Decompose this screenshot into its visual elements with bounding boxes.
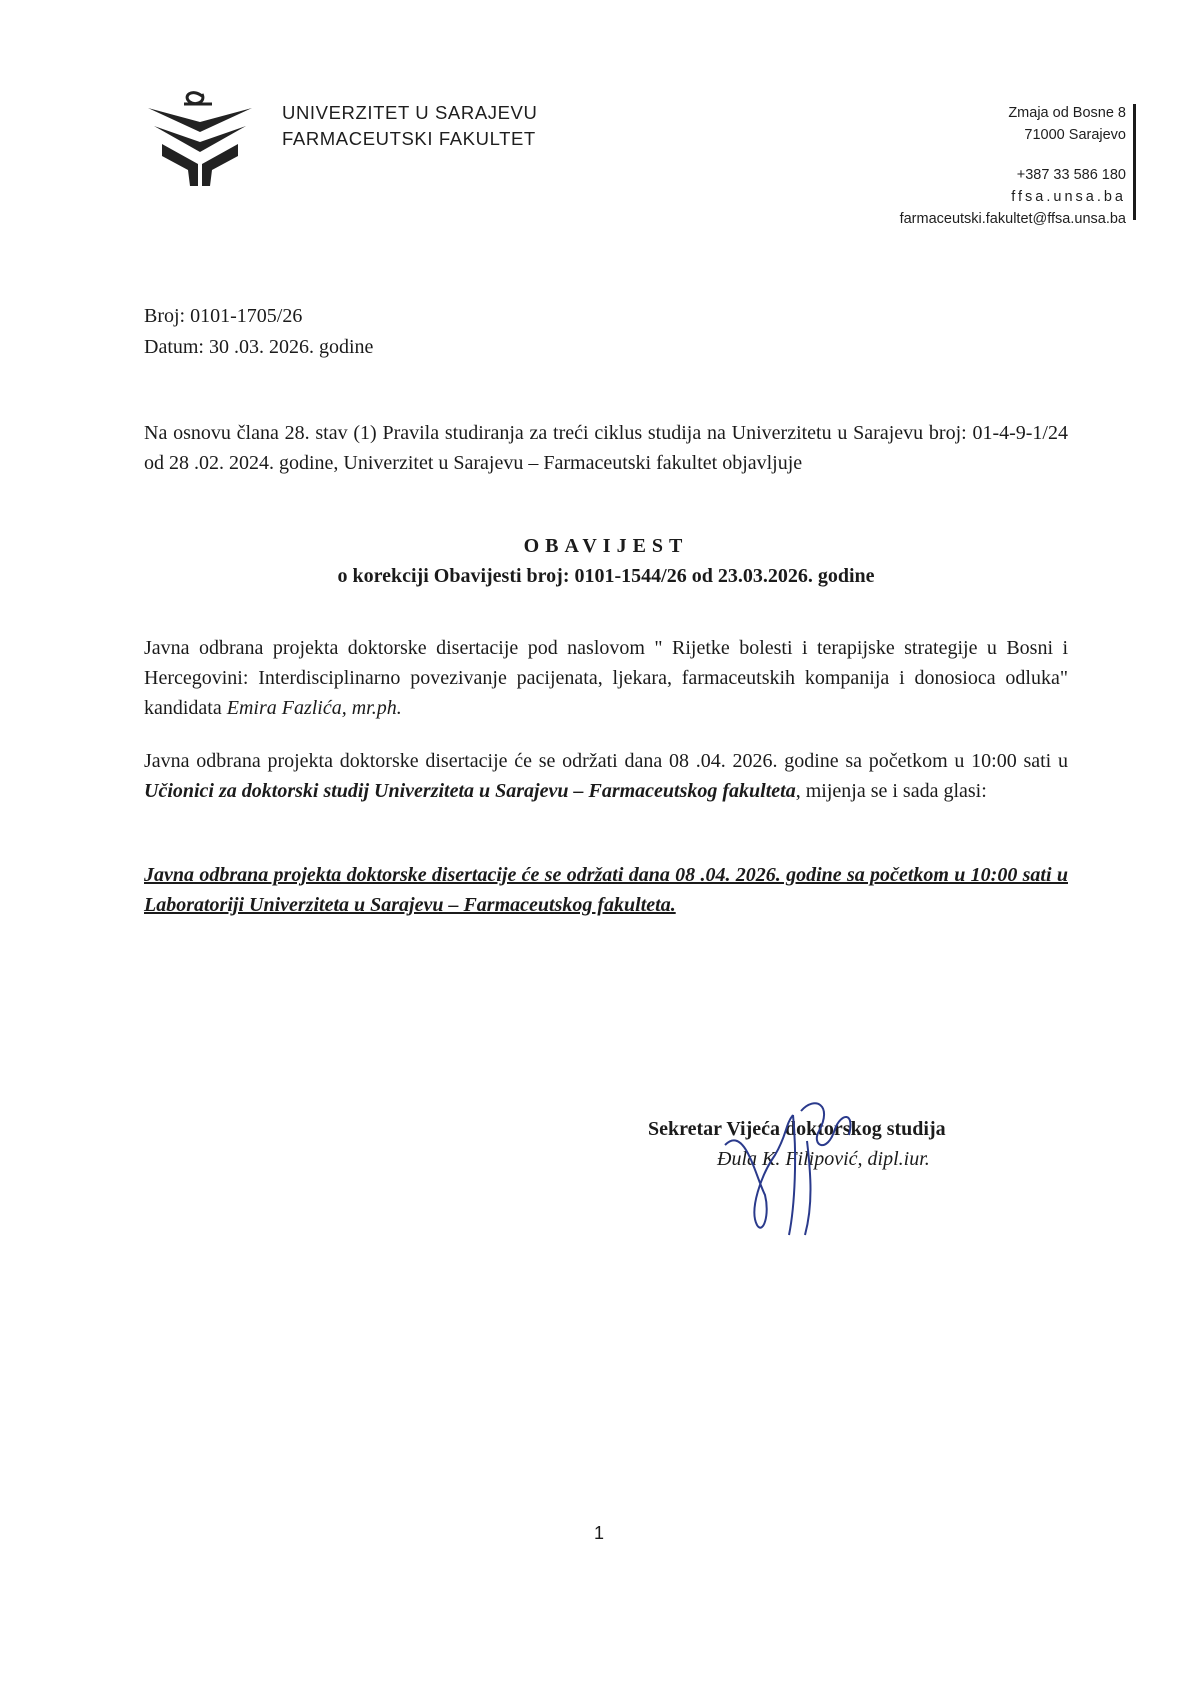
address-line: Zmaja od Bosne 8 [1008, 105, 1126, 121]
old-location: Učionici za doktorski studij Univerziteta u Sarajevu – Farmaceutskog fakulteta [144, 780, 796, 802]
reference-number: Broj: 0101-1705/26 [144, 305, 303, 327]
pharmacy-bowl-logo-icon [140, 82, 260, 192]
intro-paragraph: Na osnovu člana 28. stav (1) Pravila studiranja za treći ciklus studija na Univerzitetu u Sarajevu broj: 01-4-9-1/24 od 28 .02. 2024. godine, Univerzitet u Sarajevu – Farmaceutski fakultet objavljuje [144, 422, 1068, 474]
new-location-paragraph: Javna odbrana projekta doktorske disertacije će se održati dana 08 .04. 2026. godine sa početkom u 10:00 sati u Laboratoriji Univerziteta u Sarajevu – Farmaceutskog fakulteta. [144, 864, 1068, 916]
reference-block [144, 301, 373, 363]
signature-role: Sekretar Vijeća doktorskog studija [648, 1118, 946, 1140]
candidate-name: Emira Fazlića, mr.ph. [226, 697, 402, 719]
notice-title: OBAVIJEST [523, 535, 689, 557]
contact-block [900, 102, 1126, 230]
university-block [282, 100, 537, 152]
reference-date: Datum: 30 .03. 2026. godine [144, 336, 374, 358]
old-location-text: Javna odbrana projekta doktorske disertacije će se održati dana 08 .04. 2026. godine sa početkom u 10:00 sati u [144, 750, 1068, 772]
notice-subtitle: o korekciji Obavijesti broj: 0101-1544/26 od 23.03.2026. godine [337, 565, 875, 587]
page-number: 1 [594, 1523, 605, 1543]
contact-divider [1133, 104, 1136, 220]
email-link[interactable]: farmaceutski.fakultet@ffsa.unsa.ba [899, 211, 1126, 227]
faculty-name: FARMACEUTSKI FAKULTET [282, 128, 536, 149]
thesis-paragraph [144, 633, 1068, 723]
phone-number: +387 33 586 180 [1016, 167, 1126, 183]
university-name: UNIVERZITET U SARAJEVU [282, 102, 538, 123]
website-link[interactable]: ffsa.unsa.ba [1011, 189, 1126, 205]
old-location-end: , mijenja se i sada glasi: [795, 780, 987, 802]
handwritten-signature [715, 1085, 890, 1245]
thesis-text: Javna odbrana projekta doktorske disertacije pod naslovom " Rijetke bolesti i terapijske strategije u Bosni i Hercegovini: Interdisciplinarno povezivanje pacijenata, ljekara, farmaceutskih kompanija i donosioca odluka" kandidata [144, 637, 1068, 719]
postal-line: 71000 Sarajevo [1024, 127, 1126, 143]
signature-name: Đula K. Filipović, dipl.iur. [717, 1148, 930, 1170]
old-location-paragraph [144, 746, 1068, 806]
